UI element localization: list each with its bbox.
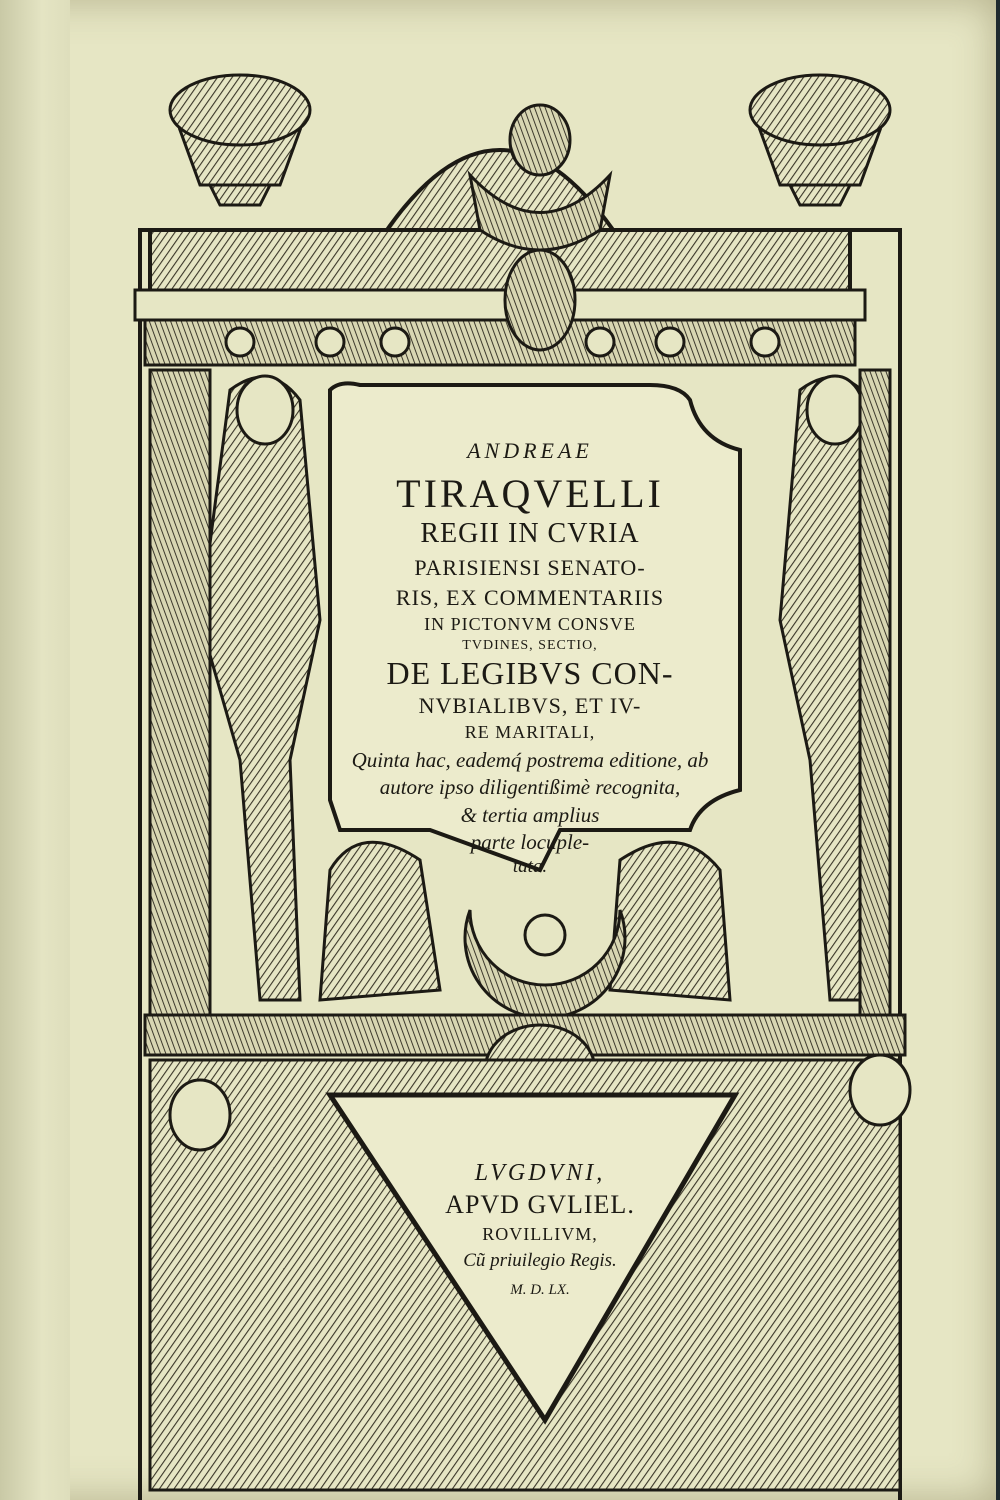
- title-line-14: parte locuple-: [470, 830, 590, 854]
- title-line-1: ANDREAE: [467, 438, 593, 463]
- cornice: [135, 290, 865, 320]
- fruit-basket-right: [750, 75, 890, 205]
- title-line-8: DE LEGIBVS CON-: [386, 655, 674, 691]
- title-line-7: TVDINES, SECTIO,: [462, 638, 598, 653]
- title-line-9: NVBIALIBVS, ET IV-: [418, 693, 642, 718]
- lower-right-face: [850, 1055, 910, 1125]
- title-line-13: & tertia amplius: [460, 803, 600, 827]
- imprint-place: LVGDVNI,: [474, 1160, 606, 1186]
- title-line-12: autore ipso diligentißimè recognita,: [379, 775, 681, 799]
- title-line-4: PARISIENSI SENATO-: [414, 555, 646, 580]
- title-line-15: tata.: [512, 856, 548, 877]
- title-line-3: REGII IN CVRIA: [420, 518, 640, 549]
- crescent-emblem: [465, 910, 625, 1018]
- title-line-10: RE MARITALI,: [464, 722, 596, 742]
- imprint-date: M. D. LX.: [510, 1282, 570, 1298]
- title-line-11: Quinta hac, eademq́ postrema editione, ab: [351, 748, 709, 772]
- imprint-printer-name: ROVILLIVM,: [482, 1224, 598, 1244]
- title-line-2: TIRAQVELLI: [396, 471, 664, 516]
- title-line-5: RIS, EX COMMENTARIIS: [395, 585, 665, 610]
- title-line-6: IN PICTONVM CONSVE: [424, 614, 636, 634]
- fruit-basket-left: [170, 75, 310, 205]
- imprint-privilege: Cũ priuilegio Regis.: [463, 1250, 617, 1271]
- imprint-printer: APVD GVLIEL.: [445, 1190, 635, 1219]
- lower-left-face: [170, 1080, 230, 1150]
